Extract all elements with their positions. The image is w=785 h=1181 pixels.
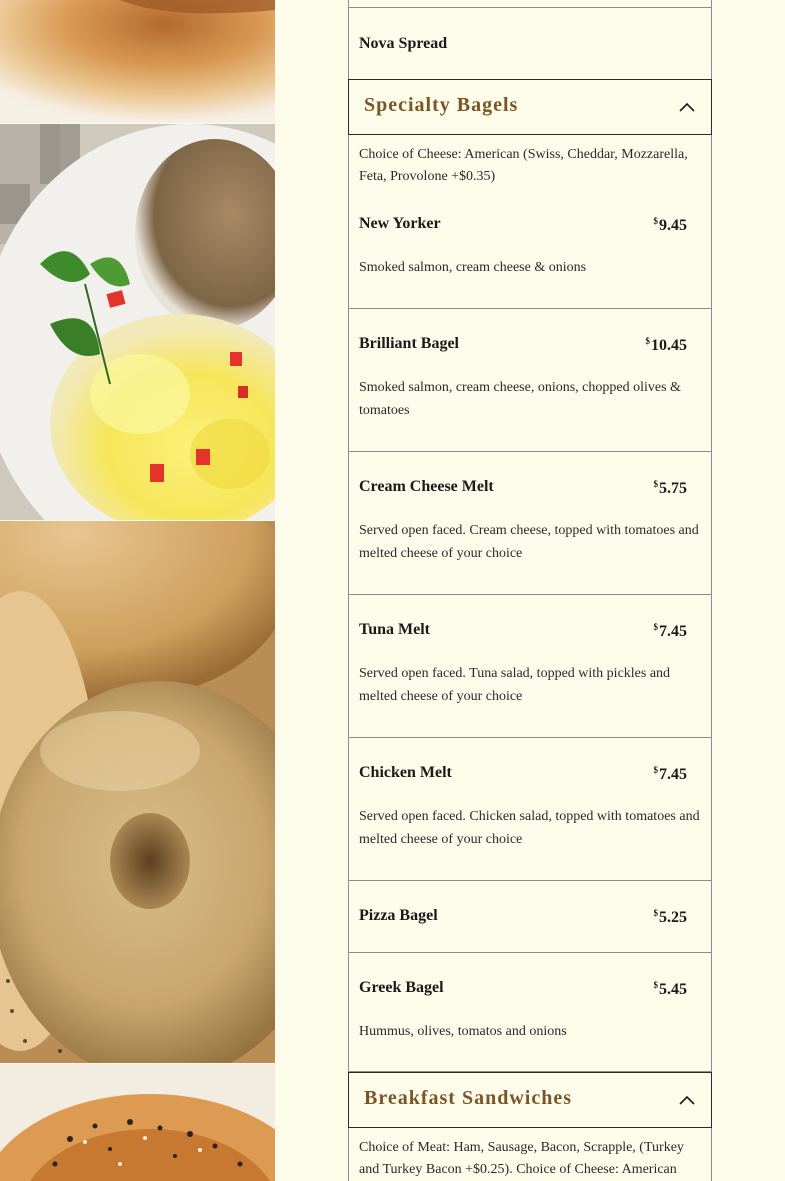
- item-name: Brilliant Bagel: [359, 335, 459, 352]
- section-note: Choice of Meat: Ham, Sausage, Bacon, Scrapple, (Turkey and Turkey Bacon +$0.25). Choice of Cheese: American: [359, 1140, 684, 1177]
- item-price: $5.75: [653, 479, 687, 497]
- section-title: Specialty Bagels: [364, 94, 519, 116]
- menu-item-brilliant-bagel[interactable]: [348, 309, 712, 452]
- menu-item-tuna-melt[interactable]: [348, 595, 712, 738]
- item-price: $7.45: [653, 765, 687, 783]
- item-name: Cream Cheese Melt: [359, 478, 494, 495]
- menu-item-cream-cheese-melt[interactable]: [348, 452, 712, 595]
- item-description: Hummus, olives, tomatos and onions: [359, 1024, 567, 1039]
- chevron-up-icon[interactable]: [677, 97, 697, 117]
- item-name: Greek Bagel: [359, 979, 444, 996]
- item-name: Chicken Melt: [359, 764, 452, 781]
- item-price: $7.45: [653, 622, 687, 640]
- menu-item-pizza-bagel[interactable]: [348, 881, 712, 953]
- item-description: Served open faced. Cream cheese, topped with tomatoes and melted cheese of your choice: [359, 523, 699, 561]
- bagel-crust-photo: [0, 0, 275, 123]
- menu-column: [348, 0, 712, 1181]
- item-price: $9.45: [653, 216, 687, 234]
- menu-item-chicken-melt[interactable]: [348, 738, 712, 881]
- item-name: New Yorker: [359, 215, 441, 232]
- chevron-up-icon[interactable]: [677, 1090, 697, 1110]
- bagels-photo: [0, 521, 275, 1063]
- item-price: $5.45: [653, 980, 687, 998]
- menu-item-nova-spread[interactable]: [348, 8, 712, 80]
- item-price: $10.45: [645, 336, 687, 354]
- section-header-specialty-bagels[interactable]: [348, 79, 712, 135]
- item-price: $5.25: [653, 908, 687, 926]
- everything-bagel-photo: [0, 1064, 275, 1181]
- scrambled-eggs-photo: [0, 124, 275, 520]
- item-description: Served open faced. Chicken salad, topped with tomatoes and melted cheese of your choice: [359, 809, 700, 847]
- item-name: Tuna Melt: [359, 621, 430, 638]
- menu-item-greek-bagel[interactable]: [348, 953, 712, 1072]
- photo-column: [0, 0, 275, 1181]
- item-description: Smoked salmon, cream cheese & onions: [359, 260, 587, 275]
- item-description: Served open faced. Tuna salad, topped with pickles and melted cheese of your choice: [359, 666, 671, 704]
- item-name: Nova Spread: [359, 35, 448, 52]
- previous-item-tail: [348, 0, 712, 8]
- item-name: Pizza Bagel: [359, 907, 438, 924]
- menu-item-new-yorker[interactable]: [348, 135, 712, 309]
- item-description: Smoked salmon, cream cheese, onions, chopped olives & tomatoes: [359, 380, 681, 418]
- section-note: Choice of Cheese: American (Swiss, Cheddar, Mozzarella, Feta, Provolone +$0.35): [359, 147, 688, 184]
- section-body-breakfast-sandwiches: [348, 1128, 712, 1181]
- section-title: Breakfast Sandwiches: [364, 1087, 572, 1109]
- section-header-breakfast-sandwiches[interactable]: [348, 1072, 712, 1128]
